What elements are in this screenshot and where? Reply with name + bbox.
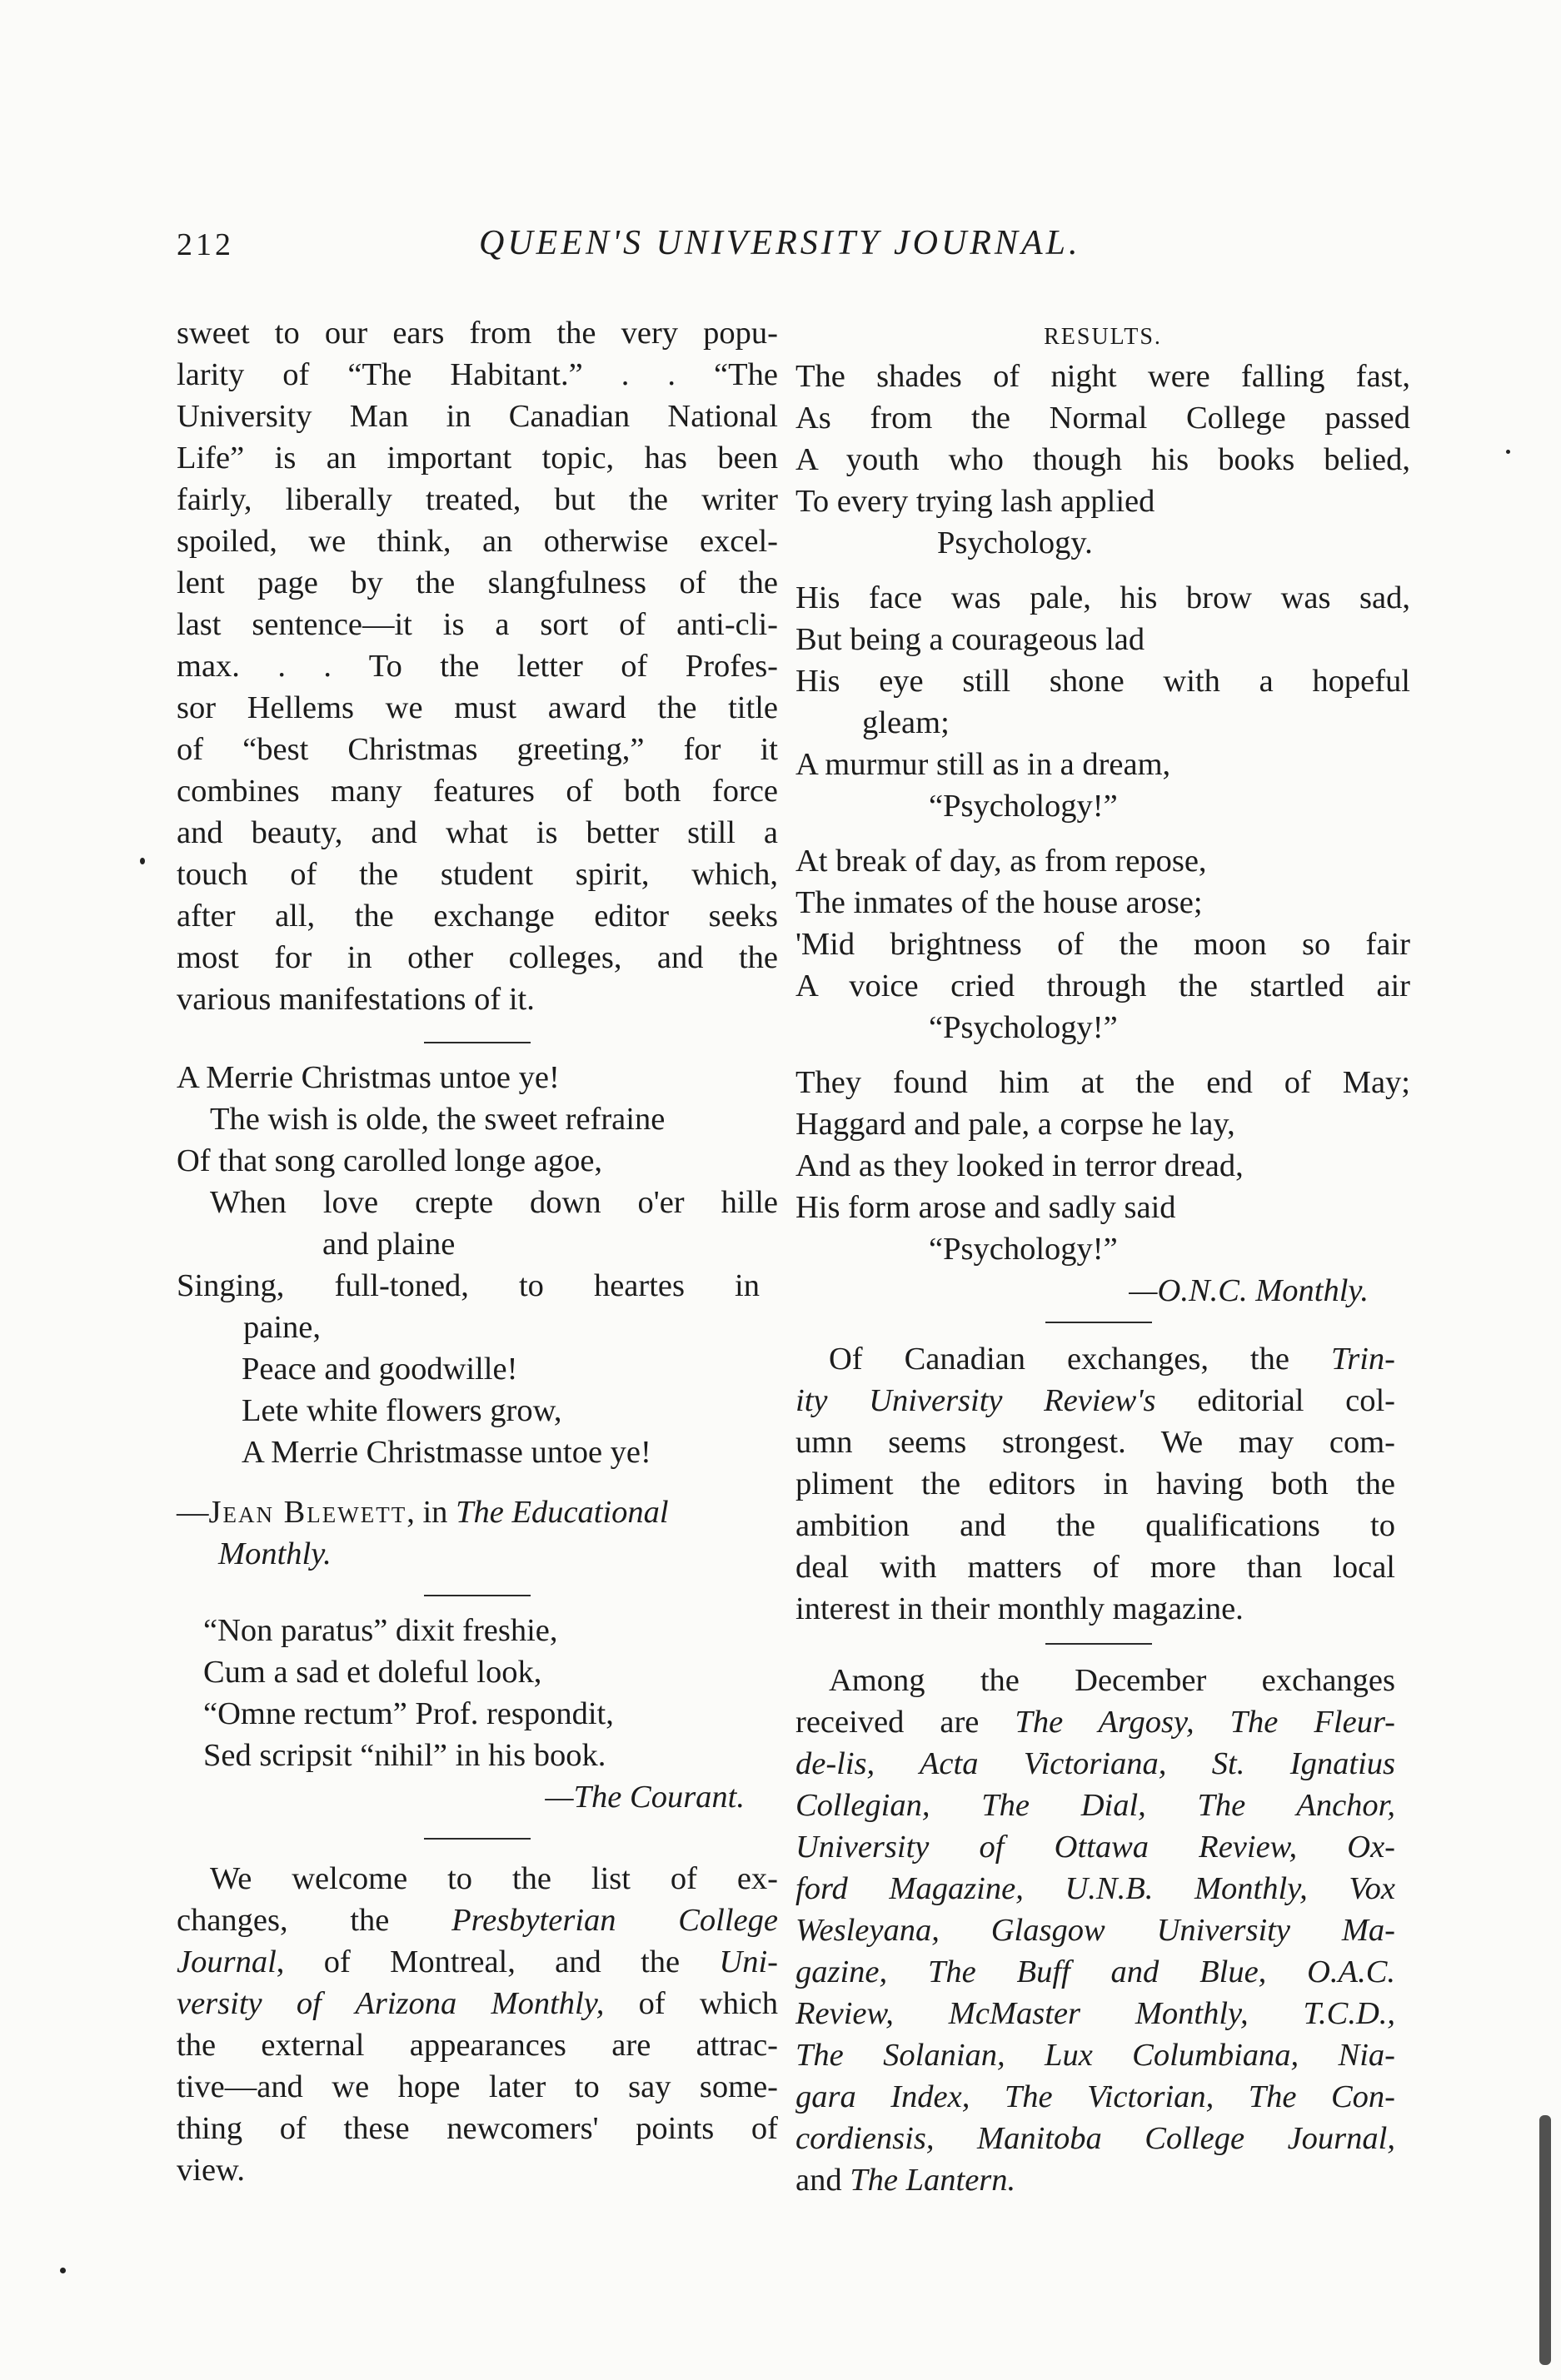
poem-line: A Merrie Christmasse untoe ye! bbox=[242, 1435, 651, 1470]
paragraph-line: most for in other colleges, and the bbox=[177, 940, 778, 975]
paragraph-line: interest in their monthly magazine. bbox=[795, 1591, 1244, 1626]
paragraph-line: The Solanian, Lux Columbiana, Nia- bbox=[795, 2038, 1395, 2073]
christmas-poem bbox=[177, 1057, 778, 1575]
opening-paragraph bbox=[177, 312, 778, 1020]
poem-line: “Non paratus” dixit freshie, bbox=[203, 1613, 558, 1648]
canadian-exchanges-paragraph bbox=[795, 1338, 1395, 1630]
paragraph-line: ity University Review's editorial col- bbox=[795, 1383, 1395, 1418]
paragraph-line: Journal, of Montreal, and the Uni- bbox=[177, 1944, 778, 1979]
poem-line: Haggard and pale, a corpse he lay, bbox=[795, 1107, 1235, 1142]
poem-line: A voice cried through the startled air bbox=[795, 968, 1410, 1003]
paragraph-line: spoiled, we think, an otherwise excel- bbox=[177, 524, 778, 559]
paragraph-line: larity of “The Habitant.” . . “The bbox=[177, 357, 778, 392]
paragraph-line: tive—and we hope later to say some- bbox=[177, 2069, 778, 2104]
margin-speck bbox=[140, 858, 145, 864]
paragraph-line: We welcome to the list of ex- bbox=[210, 1861, 778, 1896]
paragraph-line: umn seems strongest. We may com- bbox=[795, 1425, 1395, 1460]
page-edge-shadow bbox=[1539, 2115, 1551, 2365]
paragraph-line: changes, the Presbyterian College bbox=[177, 1903, 778, 1938]
poem-credit: —Jean Blewett, in The Educational bbox=[177, 1495, 669, 1530]
stanza bbox=[795, 577, 1410, 827]
paragraph-line: after all, the exchange editor seeks bbox=[177, 899, 778, 934]
stanza bbox=[795, 356, 1410, 564]
poem-line: A murmur still as in a dream, bbox=[795, 747, 1171, 782]
paragraph-line: de-lis, Acta Victoriana, St. Ignatius bbox=[795, 1746, 1395, 1781]
poem-line: Singing, full-toned, to heartes in bbox=[177, 1268, 760, 1303]
poem-line: and plaine bbox=[322, 1227, 456, 1262]
poem-line: His form arose and sadly said bbox=[795, 1190, 1176, 1225]
poem-line: At break of day, as from repose, bbox=[795, 844, 1207, 879]
paragraph-line: Collegian, The Dial, The Anchor, bbox=[795, 1788, 1395, 1823]
paragraph-line: fairly, liberally treated, but the writer bbox=[177, 482, 778, 517]
paragraph-line: max. . . To the letter of Profes- bbox=[177, 649, 778, 684]
poem-line: “Omne rectum” Prof. respondit, bbox=[203, 1696, 614, 1731]
margin-speck bbox=[1506, 450, 1510, 454]
paragraph-line: pliment the editors in having both the bbox=[795, 1466, 1395, 1501]
paragraph-line: deal with matters of more than local bbox=[795, 1550, 1395, 1585]
paragraph-line: University Man in Canadian National bbox=[177, 399, 778, 434]
paragraph-line: Of Canadian exchanges, the Trin- bbox=[829, 1342, 1395, 1377]
poem-line: “Psychology!” bbox=[929, 789, 1118, 824]
margin-speck bbox=[60, 2268, 66, 2273]
poem-line: Peace and goodwille! bbox=[242, 1352, 518, 1387]
paragraph-line: lent page by the slangfulness of the bbox=[177, 565, 778, 600]
poem-line: They found him at the end of May; bbox=[795, 1065, 1410, 1100]
paragraph-line: ambition and the qualifications to bbox=[795, 1508, 1395, 1543]
paragraph-line: last sentence—it is a sort of anti-cli- bbox=[177, 607, 778, 642]
paragraph-line: various manifestations of it. bbox=[177, 982, 535, 1017]
page-number: 212 bbox=[177, 227, 234, 262]
paragraph-line: Among the December exchanges bbox=[829, 1663, 1395, 1698]
poem-line: The shades of night were falling fast, bbox=[795, 359, 1410, 394]
poem-credit-continued: Monthly. bbox=[218, 1536, 332, 1571]
paragraph-line: touch of the student spirit, which, bbox=[177, 857, 778, 892]
poem-line: The inmates of the house arose; bbox=[795, 885, 1203, 920]
december-exchanges-paragraph bbox=[795, 1660, 1395, 2201]
paragraph-line: sweet to our ears from the very popu- bbox=[177, 316, 778, 351]
paragraph-line: Life” is an important topic, has been bbox=[177, 441, 778, 476]
paragraph-line: of “best Christmas greeting,” for it bbox=[177, 732, 778, 767]
poem-line: When love crepte down o'er hille bbox=[210, 1185, 778, 1220]
stanza bbox=[795, 1062, 1410, 1312]
poem-line: A Merrie Christmas untoe ye! bbox=[177, 1060, 560, 1095]
poem-line: The wish is olde, the sweet refraine bbox=[210, 1102, 666, 1137]
paragraph-line: and beauty, and what is better still a bbox=[177, 815, 778, 850]
poem-credit: —The Courant. bbox=[545, 1780, 745, 1815]
paragraph-line: versity of Arizona Monthly, of which bbox=[177, 1986, 778, 2021]
paragraph-line: gara Index, The Victorian, The Con- bbox=[795, 2079, 1395, 2114]
results-poem bbox=[795, 356, 1410, 1312]
poem-line: His eye still shone with a hopeful bbox=[795, 664, 1410, 699]
poem-line: Cum a sad et doleful look, bbox=[203, 1655, 542, 1690]
poem-line: His face was pale, his brow was sad, bbox=[795, 580, 1410, 615]
poem-line: Of that song carolled longe agoe, bbox=[177, 1143, 603, 1178]
latin-verse bbox=[177, 1610, 778, 1818]
welcome-paragraph bbox=[177, 1858, 778, 2191]
paragraph-line: view. bbox=[177, 2153, 245, 2188]
poem-line: As from the Normal College passed bbox=[795, 401, 1410, 436]
poem-line: “Psychology!” bbox=[929, 1232, 1118, 1267]
paragraph-line: Wesleyana, Glasgow University Ma- bbox=[795, 1913, 1395, 1948]
paragraph-line: the external appearances are attrac- bbox=[177, 2028, 778, 2063]
paragraph-line: University of Ottawa Review, Ox- bbox=[795, 1830, 1395, 1865]
paragraph-line: ford Magazine, U.N.B. Monthly, Vox bbox=[795, 1871, 1395, 1906]
left-column bbox=[177, 312, 778, 2191]
poem-line: gleam; bbox=[862, 705, 950, 740]
paragraph-line: gazine, The Buff and Blue, O.A.C. bbox=[795, 1954, 1395, 1989]
poem-line: Psychology. bbox=[937, 525, 1093, 560]
poem-credit: —O.N.C. Monthly. bbox=[1129, 1273, 1369, 1308]
stanza bbox=[795, 840, 1410, 1048]
poem-line: Lete white flowers grow, bbox=[242, 1393, 562, 1428]
poem-line: “Psychology!” bbox=[929, 1010, 1118, 1045]
poem-line: Sed scripsit “nihil” in his book. bbox=[203, 1738, 606, 1773]
paragraph-line: and The Lantern. bbox=[795, 2163, 1016, 2198]
poem-line: paine, bbox=[243, 1310, 321, 1345]
poem-line: And as they looked in terror dread, bbox=[795, 1148, 1244, 1183]
right-column bbox=[795, 321, 1410, 2201]
paragraph-line: received are The Argosy, The Fleur- bbox=[795, 1705, 1395, 1740]
poem-line: But being a courageous lad bbox=[795, 622, 1145, 657]
poem-line: 'Mid brightness of the moon so fair bbox=[795, 927, 1410, 962]
paragraph-line: sor Hellems we must award the title bbox=[177, 690, 778, 725]
poem-line: A youth who though his books belied, bbox=[795, 442, 1410, 477]
paragraph-line: cordiensis, Manitoba College Journal, bbox=[795, 2121, 1395, 2156]
paragraph-line: thing of these newcomers' points of bbox=[177, 2111, 778, 2146]
poem-heading: RESULTS. bbox=[1044, 324, 1162, 350]
paragraph-line: combines many features of both force bbox=[177, 774, 778, 809]
paragraph-line: Review, McMaster Monthly, T.C.D., bbox=[795, 1996, 1395, 2031]
poem-line: To every trying lash applied bbox=[795, 484, 1155, 519]
running-title: QUEEN'S UNIVERSITY JOURNAL. bbox=[479, 224, 1081, 262]
